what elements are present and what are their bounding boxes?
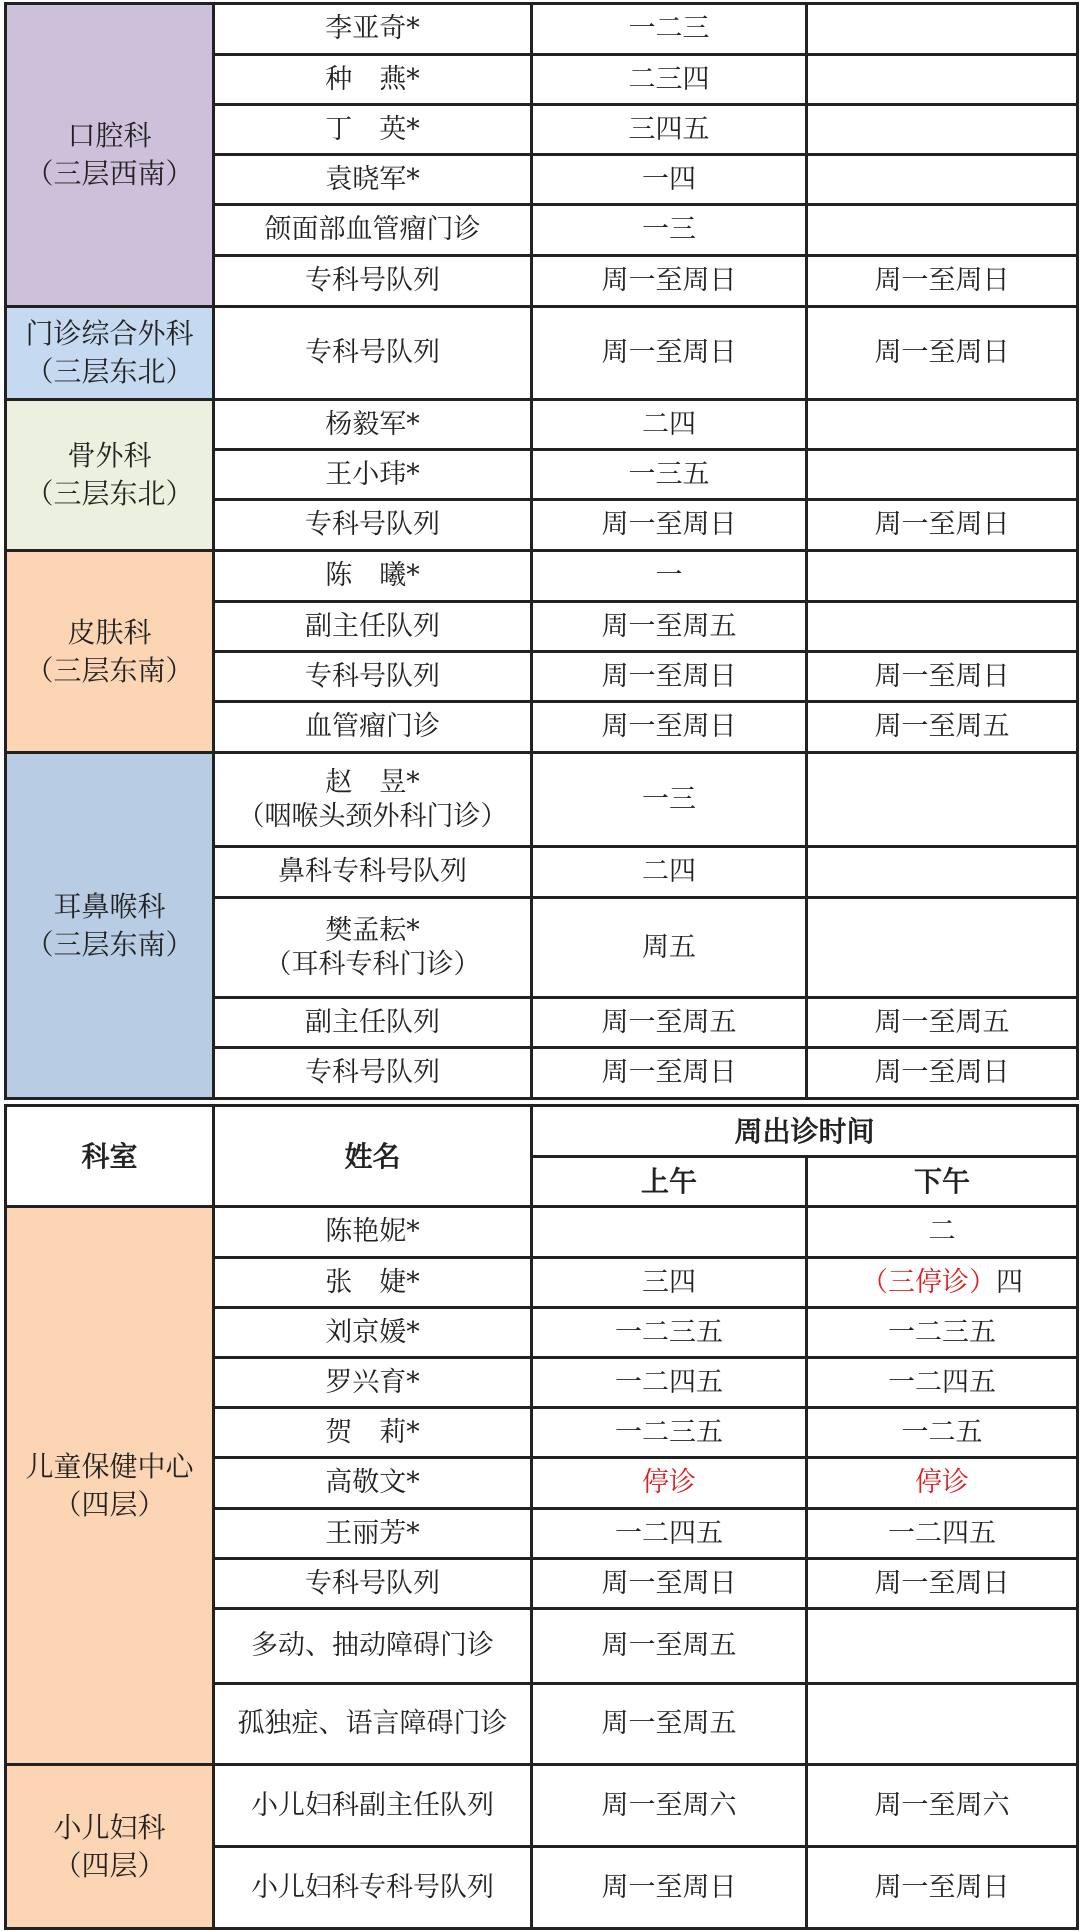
pm-days: 一二五 (901, 1416, 983, 1448)
doctor-name-cell (214, 551, 532, 602)
table-row (6, 4, 1078, 55)
doctor-name-cell (214, 307, 532, 400)
am-stop-notice: 停诊 (642, 1467, 696, 1499)
doctor-name-cell (214, 1765, 532, 1847)
am-days: 周一至周日 (601, 660, 737, 692)
pm-schedule-cell (807, 105, 1078, 155)
am-schedule-cell (532, 1308, 807, 1358)
am-days: 三四 (642, 1266, 696, 1298)
am-schedule-cell (532, 450, 807, 500)
schedule-table-floor4 (4, 1104, 1079, 1930)
doctor-name-cell (214, 602, 532, 652)
pm-schedule-cell (807, 307, 1078, 400)
doctor-name: 丁 英* (325, 113, 420, 145)
pm-schedule-cell (807, 155, 1078, 205)
am-schedule-cell (532, 1559, 807, 1609)
am-schedule-cell (532, 702, 807, 753)
pm-days: 一二四五 (888, 1366, 996, 1398)
am-days: 周一至周日 (601, 711, 737, 743)
doctor-name-cell (214, 898, 532, 998)
am-days: 一四 (642, 163, 696, 195)
pm-days: 一二四五 (888, 1517, 996, 1549)
am-schedule-cell (532, 155, 807, 205)
doctor-name: 陈 曦* (325, 560, 420, 592)
am-schedule-cell (532, 400, 807, 450)
dept-floor: （三层东北） (25, 355, 194, 388)
am-days: 周一至周五 (601, 1630, 737, 1662)
doctor-name-cell (214, 256, 532, 307)
am-schedule-cell (532, 256, 807, 307)
dept-name: 皮肤科 (67, 615, 152, 649)
doctor-name: 鼻科专科号队列 (278, 856, 467, 888)
dept-floor: （三层东南） (25, 653, 194, 687)
am-schedule-cell (532, 4, 807, 55)
am-schedule-cell (532, 307, 807, 400)
dept-floor: （三层东南） (25, 927, 194, 961)
dept-name: 门诊综合外科 (25, 317, 194, 351)
am-days: 周一至周日 (601, 1567, 737, 1599)
dept-name: 骨外科 (67, 439, 152, 473)
table-row (6, 1207, 1078, 1258)
doctor-name-cell (214, 702, 532, 753)
pm-schedule-cell (807, 256, 1078, 307)
clinic-note: （咽喉头颈外科门诊） (237, 800, 508, 832)
pm-days: 周一至周日 (874, 1871, 1010, 1903)
am-schedule-cell (532, 1048, 807, 1099)
doctor-name-cell (214, 1048, 532, 1099)
am-schedule-cell (532, 1684, 807, 1765)
pm-schedule-cell (807, 1684, 1078, 1765)
doctor-name-cell (214, 1559, 532, 1609)
dept-floor: （三层东北） (25, 477, 194, 510)
doctor-name-cell (214, 847, 532, 898)
doctor-name-cell (214, 105, 532, 155)
doctor-name-cell (214, 450, 532, 500)
am-schedule-cell (532, 1847, 807, 1929)
header-am: 上午 (532, 1157, 807, 1207)
doctor-name-cell (214, 1684, 532, 1765)
pm-days: 四 (996, 1266, 1023, 1298)
doctor-name: 贺 莉* (325, 1416, 420, 1448)
doctor-name: 小儿妇科专科号队列 (251, 1871, 494, 1903)
clinic-note: （耳科专科门诊） (264, 948, 481, 980)
pm-schedule-cell (807, 702, 1078, 753)
pm-schedule-cell (807, 4, 1078, 55)
doctor-name: 专科号队列 (305, 337, 440, 369)
dept-floor: （四层） (53, 1848, 166, 1882)
am-days: 一 (655, 560, 683, 592)
schedule-table-floor3 (4, 2, 1079, 1100)
table-row (6, 753, 1078, 847)
am-days: 二三四 (628, 63, 710, 95)
am-days: 一三 (642, 214, 696, 246)
pm-days: 周一至周日 (874, 1057, 1010, 1089)
pm-schedule-cell (807, 652, 1078, 702)
dept-cell (6, 400, 214, 551)
am-days: 周一至周日 (601, 509, 737, 541)
am-days: 一二四五 (615, 1517, 723, 1549)
pm-schedule-cell (807, 1408, 1078, 1458)
doctor-name: 专科号队列 (305, 660, 440, 692)
am-schedule-cell (532, 1258, 807, 1308)
am-days: 一三 (642, 783, 696, 815)
doctor-name: 王小玮* (325, 458, 420, 490)
am-schedule-cell (532, 652, 807, 702)
table-row (6, 1765, 1078, 1847)
am-schedule-cell (532, 1408, 807, 1458)
doctor-name: 袁晓军* (325, 163, 420, 195)
header-pm: 下午 (807, 1157, 1078, 1207)
doctor-name: 专科号队列 (305, 1567, 440, 1599)
pm-schedule-cell (807, 1358, 1078, 1408)
am-days: 二四 (642, 856, 696, 888)
am-schedule-cell (532, 753, 807, 847)
doctor-name: 刘京媛* (325, 1316, 420, 1348)
pm-days: 周一至周五 (874, 1006, 1010, 1038)
am-days: 二四 (642, 408, 696, 440)
am-days: 周一至周日 (601, 337, 737, 369)
am-schedule-cell (532, 1358, 807, 1408)
pm-days: 周一至周五 (874, 711, 1010, 743)
pm-schedule-cell (807, 55, 1078, 105)
doctor-name-cell (214, 753, 532, 847)
doctor-name: 血管瘤门诊 (305, 711, 440, 743)
am-days: 一二三五 (615, 1416, 723, 1448)
am-schedule-cell (532, 105, 807, 155)
doctor-name: 赵 昱* (325, 766, 420, 798)
table-row (6, 551, 1078, 602)
pm-schedule-cell (807, 1258, 1078, 1308)
doctor-name: 种 燕* (325, 63, 420, 95)
doctor-name-cell (214, 500, 532, 551)
pm-days: 周一至周日 (874, 337, 1010, 369)
am-schedule-cell (532, 205, 807, 256)
pm-schedule-cell (807, 551, 1078, 602)
doctor-name: 多动、抽动障碍门诊 (251, 1630, 494, 1662)
doctor-name-cell (214, 155, 532, 205)
doctor-name-cell (214, 1609, 532, 1684)
pm-days: 周一至周六 (874, 1789, 1010, 1821)
doctor-name: 专科号队列 (305, 1057, 440, 1089)
dept-cell (6, 307, 214, 400)
doctor-name: 罗兴育* (325, 1366, 420, 1398)
am-days: 一二四五 (615, 1366, 723, 1398)
am-days: 周一至周日 (601, 265, 737, 297)
am-schedule-cell (532, 898, 807, 998)
doctor-name: 副主任队列 (305, 1006, 440, 1038)
doctor-name-cell (214, 205, 532, 256)
am-schedule-cell (532, 602, 807, 652)
pm-schedule-cell (807, 1509, 1078, 1559)
doctor-name-cell (214, 55, 532, 105)
pm-schedule-cell (807, 998, 1078, 1048)
dept-name: 小儿妇科 (53, 1810, 166, 1844)
dept-cell (6, 4, 214, 307)
table-row (6, 307, 1078, 400)
doctor-name-cell (214, 1308, 532, 1358)
pm-days: 一二三五 (888, 1316, 996, 1348)
header-name: 姓名 (214, 1106, 532, 1207)
pm-schedule-cell (807, 450, 1078, 500)
doctor-name-cell (214, 1408, 532, 1458)
doctor-name-cell (214, 1358, 532, 1408)
doctor-name: 张 婕* (325, 1266, 420, 1298)
doctor-name-cell (214, 1847, 532, 1929)
doctor-name-cell (214, 1258, 532, 1308)
dept-floor: （三层西南） (25, 157, 194, 190)
am-days: 一二三 (628, 13, 710, 45)
pm-days: 周一至周日 (874, 1567, 1010, 1599)
am-days: 周一至周六 (601, 1789, 737, 1821)
dept-name: 口腔科 (67, 119, 152, 153)
am-days: 周一至周日 (601, 1871, 737, 1903)
am-days: 一三五 (628, 458, 710, 490)
doctor-name: 孤独症、语言障碍门诊 (237, 1708, 508, 1740)
pm-schedule-cell (807, 1048, 1078, 1099)
pm-schedule-cell (807, 500, 1078, 551)
doctor-name: 王丽芳* (325, 1517, 420, 1549)
header-dept: 科室 (6, 1106, 214, 1207)
dept-cell (6, 1207, 214, 1765)
dept-name: 耳鼻喉科 (53, 889, 166, 923)
am-schedule-cell (532, 551, 807, 602)
am-schedule-cell (532, 55, 807, 105)
dept-cell (6, 753, 214, 1099)
am-days: 周一至周日 (601, 1057, 737, 1089)
dept-cell (6, 551, 214, 753)
doctor-name-cell (214, 1509, 532, 1559)
am-schedule-cell (532, 1609, 807, 1684)
am-schedule-cell (532, 847, 807, 898)
am-days: 周一至周五 (601, 1708, 737, 1740)
doctor-name: 高敬文* (325, 1467, 420, 1499)
doctor-name: 专科号队列 (305, 509, 440, 541)
am-schedule-cell (532, 998, 807, 1048)
dept-cell (6, 1765, 214, 1929)
pm-schedule-cell (807, 898, 1078, 998)
am-days: 周一至周五 (601, 610, 737, 642)
doctor-name-cell (214, 400, 532, 450)
header-time: 周出诊时间 (532, 1106, 1078, 1157)
doctor-name: 专科号队列 (305, 265, 440, 297)
pm-days: 周一至周日 (874, 265, 1010, 297)
pm-schedule-cell (807, 1847, 1078, 1929)
pm-days: 周一至周日 (874, 509, 1010, 541)
pm-schedule-cell (807, 847, 1078, 898)
pm-schedule-cell (807, 753, 1078, 847)
am-schedule-cell (532, 500, 807, 551)
am-days: 周五 (642, 931, 696, 963)
pm-days: 周一至周日 (874, 660, 1010, 692)
pm-schedule-cell (807, 205, 1078, 256)
am-days: 三四五 (628, 113, 710, 145)
pm-stop-notice: （三停诊） (861, 1266, 996, 1298)
am-days: 一二三五 (615, 1316, 723, 1348)
pm-schedule-cell (807, 602, 1078, 652)
doctor-name-cell (214, 998, 532, 1048)
doctor-name: 颌面部血管瘤门诊 (264, 214, 481, 246)
am-schedule-cell (532, 1765, 807, 1847)
pm-schedule-cell (807, 1207, 1078, 1258)
table-row (6, 400, 1078, 450)
doctor-name: 李亚奇* (325, 13, 420, 45)
pm-schedule-cell (807, 400, 1078, 450)
doctor-name: 陈艳妮* (325, 1216, 420, 1248)
doctor-name-cell (214, 652, 532, 702)
pm-schedule-cell (807, 1765, 1078, 1847)
am-schedule-cell (532, 1207, 807, 1258)
doctor-name: 副主任队列 (305, 610, 440, 642)
pm-schedule-cell (807, 1559, 1078, 1609)
doctor-name-cell (214, 1458, 532, 1509)
pm-stop-notice: 停诊 (915, 1467, 969, 1499)
dept-name: 儿童保健中心 (25, 1449, 194, 1483)
doctor-name-cell (214, 1207, 532, 1258)
pm-schedule-cell (807, 1308, 1078, 1358)
am-schedule-cell (532, 1458, 807, 1509)
pm-schedule-cell (807, 1609, 1078, 1684)
pm-schedule-cell (807, 1458, 1078, 1509)
am-schedule-cell (532, 1509, 807, 1559)
doctor-name: 樊孟耘* (325, 914, 420, 946)
doctor-name-cell (214, 4, 532, 55)
dept-floor: （四层） (53, 1487, 166, 1521)
am-days: 周一至周五 (601, 1006, 737, 1038)
pm-days: 二 (928, 1216, 956, 1248)
doctor-name: 小儿妇科副主任队列 (251, 1789, 494, 1821)
doctor-name: 杨毅军* (325, 408, 420, 440)
